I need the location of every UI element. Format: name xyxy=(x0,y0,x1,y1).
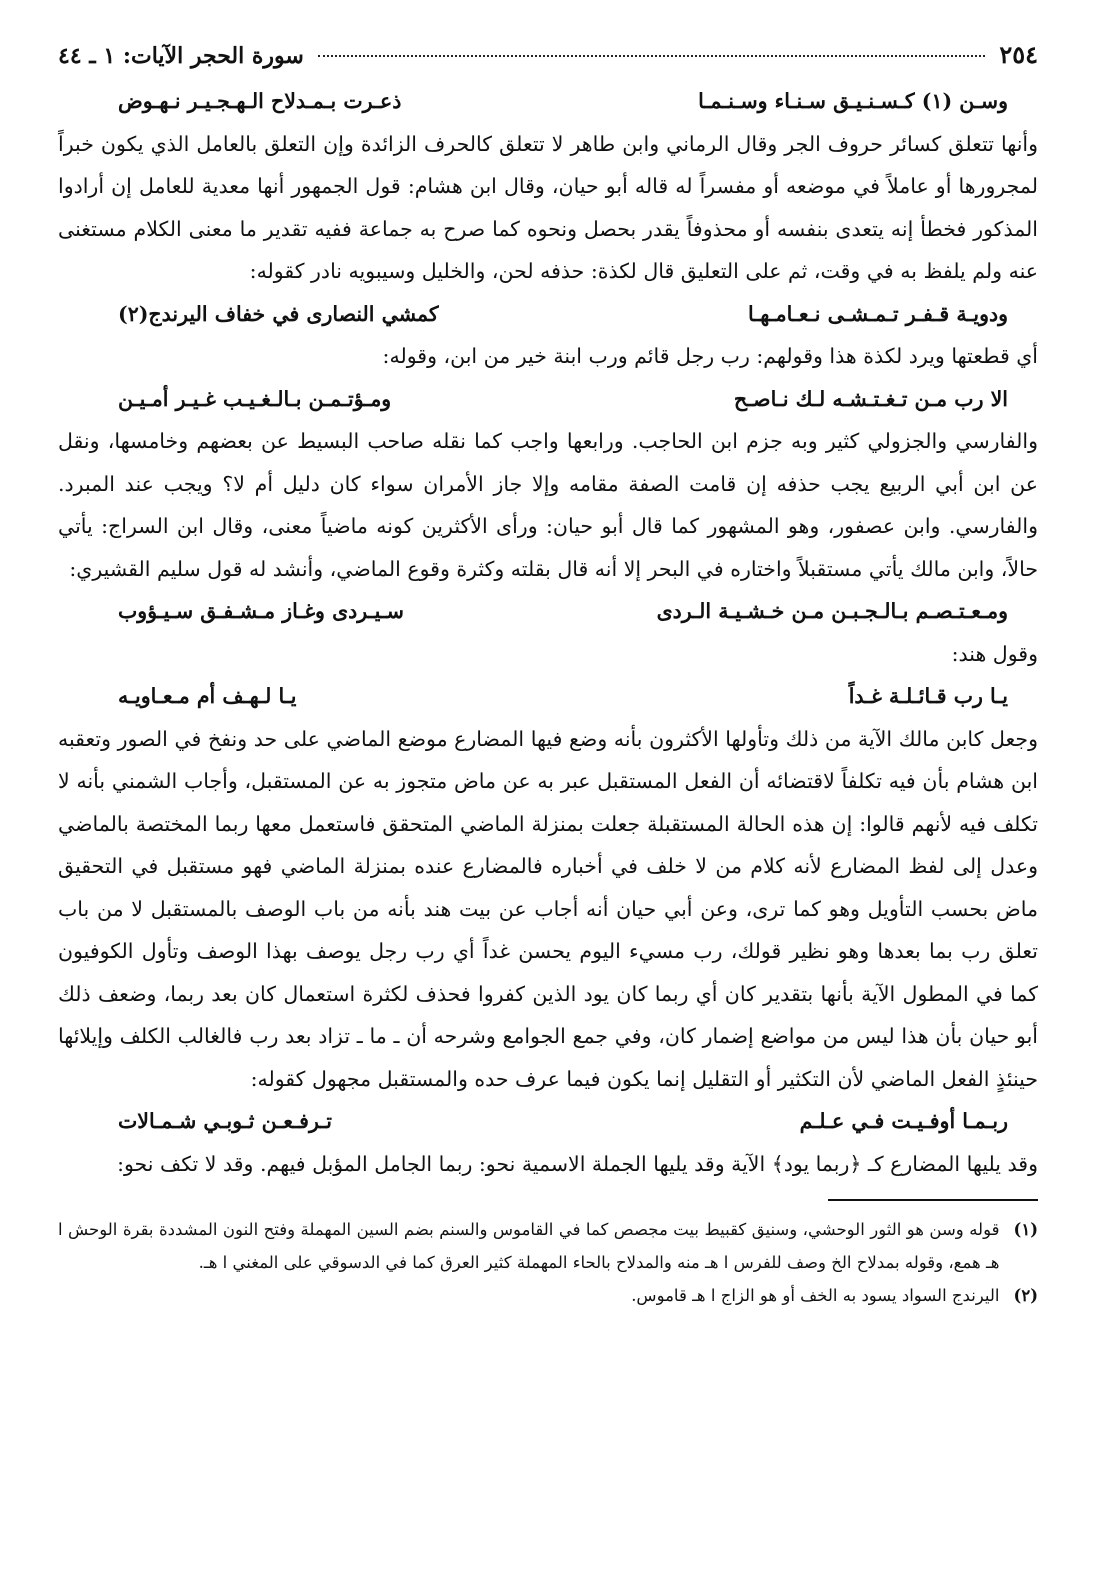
verse-3-second-hemistich: ومـؤتـمـن بـالـغـيـب غـيـر أمـيـن xyxy=(118,386,392,411)
verse-4-second-hemistich: سـيـردى وغـاز مـشـفـق سـيـؤوب xyxy=(118,599,404,623)
chapter-title: سورة الحجر الآيات: ١ ـ ٤٤ xyxy=(58,43,304,69)
verse-1 xyxy=(58,80,1038,123)
verse-5-first-hemistich: يـا رب قـائـلـة غـداً xyxy=(848,684,1008,708)
footnote-2 xyxy=(58,1279,1038,1312)
verse-2-second-hemistich: كمشي النصارى في خفاف اليرندج(٢) xyxy=(118,301,439,326)
footnotes xyxy=(58,1213,1038,1312)
footnote-1-mark: (١) xyxy=(1013,1220,1038,1239)
verse-6-first-hemistich: ربـمـا أوفـيـت فـي عـلـم xyxy=(799,1109,1008,1133)
verse-1-first-hemistich: وسـن (١) كـسـنـيـق سـنـاء وسـنـمـا xyxy=(698,89,1008,113)
paragraph-6: وقد يليها المضارع كـ ﴿ربما يود﴾ الآية وقد يليها الجملة الاسمية نحو: ربما الجامل المؤبل فيهم. وقد لا تكف نحو: xyxy=(117,1151,1038,1176)
verse-6 xyxy=(58,1100,1038,1143)
page-number: ٢٥٤ xyxy=(999,40,1038,69)
footnote-1 xyxy=(58,1213,1038,1279)
verse-3 xyxy=(58,378,1038,421)
paragraph-5: وجعل كابن مالك الآية من ذلك وتأولها الأكثرون بأنه وضع فيها المضارع موضع الماضي على حد ونفخ في الصور وتعقبه ابن هشام بأن فيه تكلفاً لاقتضائه أن الفعل المستقبل عبر به عن ماض متجوز به عن المستقبل، وأجاب الشمني بأنه لا تكلف فيه لأنهم قالوا: إن هذه الحالة المستقبلة جعلت بمنزلة الماضي المتحقق فاستعمل معها ربما المختصة بالماضي وعدل إلى لفظ المضارع لأنه كلام من لا خلف في أخباره فالمضارع عنده بمنزلة الماضي فهو مستقبل في التحقيق ماض بحسب التأويل وهو كما ترى، وعن أبي حيان أنه أجاب عن بيت هند بأنه من باب الوصف بالمستقبل لا من باب تعلق رب بما بعدها وهو نظير قولك، رب مسيء اليوم يحسن غداً أي رب رجل يوصف بهذا الوصف وتأول الكوفيون كما في المطول الآية بأنها بتقدير كان أي ربما كان يود الذين كفروا فحذف لكثرة استعمال كان بعد ربما، وضعف ذلك أبو حيان بأن هذا ليس من مواضع إضمار كان، وفي جمع الجوامع وشرحه أن ـ ما ـ تزاد بعد رب فالغالب الكلف وإيلائها حينئذٍ الفعل الماضي لأن التكثير أو التقليل إنما يكون فيما عرف حده والمستقبل مجهول كقوله: xyxy=(58,726,1038,1091)
running-header xyxy=(58,40,1038,80)
verse-2 xyxy=(58,293,1038,336)
footnote-2-text: اليرندج السواد يسود به الخف أو هو الزاج ا هـ قاموس. xyxy=(631,1286,1000,1305)
verse-2-first-hemistich: ودويـة قـفـر تـمـشـى نـعـامـهـا xyxy=(747,301,1008,326)
verse-1-second-hemistich: ذعـرت بـمـدلاح الـهـجـيـر نـهـوض xyxy=(118,89,402,113)
verse-5 xyxy=(58,675,1038,718)
footnote-1-text: قوله وسن هو الثور الوحشي، وسنيق كقبيط بيت مجصص كما في القاموس والسنم بضم السين المهملة وفتح النون المشددة بقرة الوحش ا هـ همع، وقوله بمدلاح الخ وصف للفرس ا هـ منه والمدلاح بالحاء المهملة كثير العرق كما في الدسوقي على المغني ا هـ. xyxy=(58,1220,1000,1272)
book-page xyxy=(58,40,1038,1312)
verse-3-first-hemistich: الا رب مـن تـغـتـشـه لـك نـاصـح xyxy=(733,386,1008,411)
verse-4 xyxy=(58,590,1038,633)
main-text xyxy=(58,80,1038,1185)
footnote-separator xyxy=(828,1199,1038,1201)
paragraph-4: وقول هند: xyxy=(951,641,1038,666)
verse-5-second-hemistich: يـا لـهـف أم مـعـاويـه xyxy=(118,684,297,708)
verse-6-second-hemistich: تـرفـعـن ثـوبـي شـمـالات xyxy=(118,1109,332,1133)
paragraph-3: والفارسي والجزولي كثير وبه جزم ابن الحاجب. ورابعها واجب كما نقله صاحب البسيط عن بعضهم وخامسها، ونقل عن ابن أبي الربيع يجب حذفه إن قامت الصفة مقامه وإلا جاز الأمران سواء كان دليل أم لا؟ ويجب عند المبرد. والفارسي. وابن عصفور، وهو المشهور كما قال أبو حيان: ورأى الأكثرين كونه ماضياً معنى، وقال ابن السراج: يأتي حالاً، وابن مالك يأتي مستقبلاً واختاره في البحر إلا أنه قال بقلته وكثرة وقوع الماضي، وأنشد له قول سليم القشيري: xyxy=(58,429,1038,581)
footnote-2-mark: (٢) xyxy=(1013,1286,1038,1305)
paragraph-1: وأنها تتعلق كسائر حروف الجر وقال الرماني وابن طاهر لا تتعلق كالحرف الزائدة وإن التعلق بالعامل الذي يكون خبراً لمجرورها أو عاملاً في موضعه أو مفسراً له قاله أبو حيان، وقال ابن هشام: قول الجمهور أنها معدية للعامل إن أرادوا المذكور فخطأ إنه يتعدى بنفسه أو محذوفاً يقدر بحصل ونحوه كما صرح به جماعة ففيه تقدير ما معنى الكلام مستغنى عنه ولم يلفظ به في وقت، ثم على التعليق قال لكذة: حذفه لحن، والخليل وسيبويه نادر كقوله: xyxy=(58,131,1038,283)
verse-4-first-hemistich: ومـعـتـصـم بـالـجـبـن مـن خـشـيـة الـردى xyxy=(656,599,1008,623)
paragraph-2: أي قطعتها ويرد لكذة هذا وقولهم: رب رجل قائم ورب ابنة خير من ابن، وقوله: xyxy=(382,344,1038,368)
header-dotted-leader xyxy=(318,55,985,57)
